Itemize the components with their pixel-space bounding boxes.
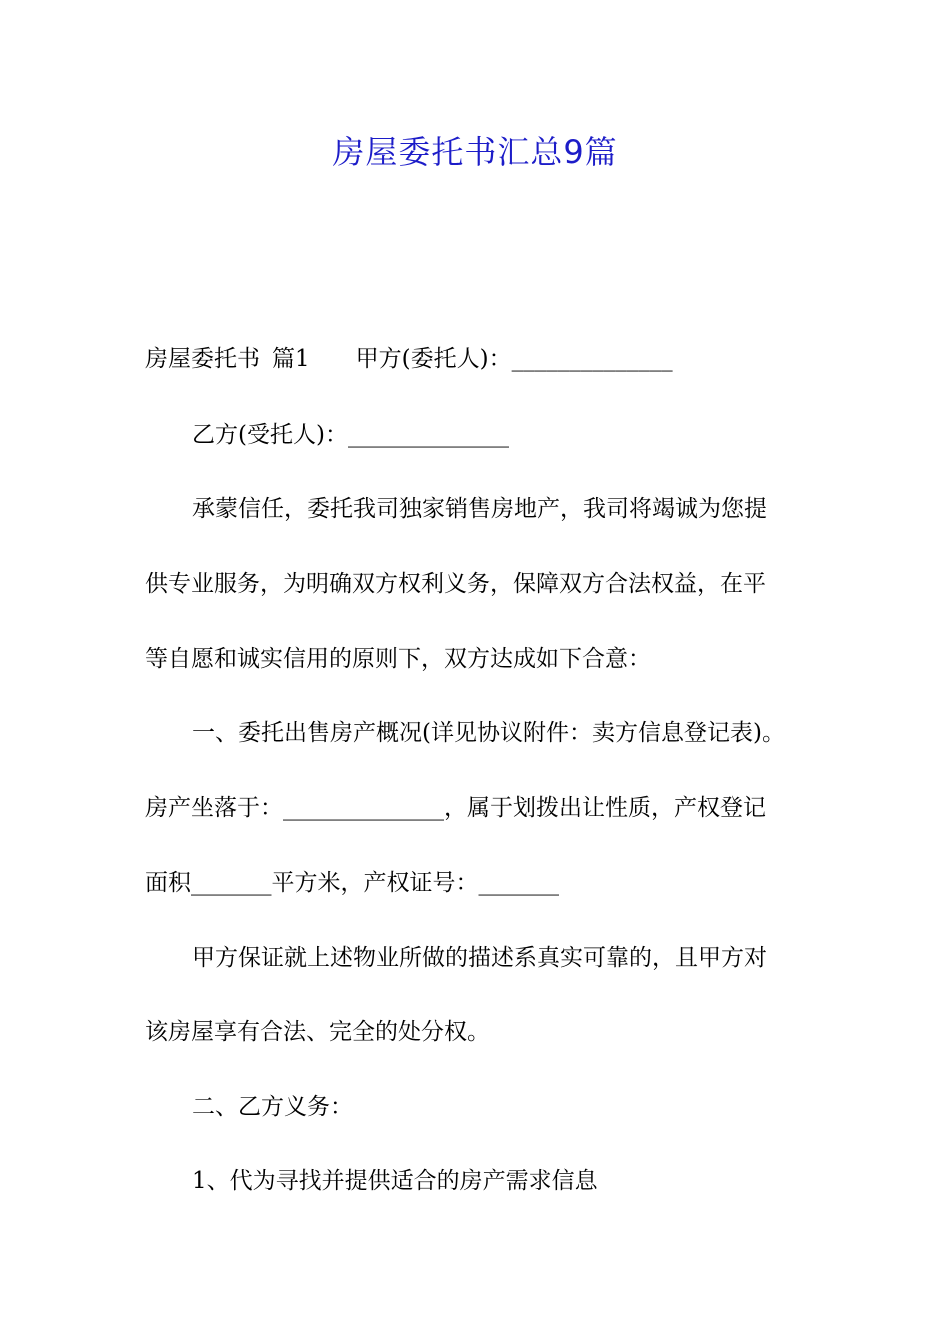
paragraph-line: 1、代为寻找并提供适合的房产需求信息 <box>192 1168 598 1194</box>
paragraph-line: 一、委托出售房产概况(详见协议附件：卖方信息登记表)。 <box>192 720 785 746</box>
paragraph-line: 面积_______平方米，产权证号：_______ <box>145 870 559 896</box>
paragraph-line: 乙方(受托人)：______________ <box>192 422 509 448</box>
section-number: 篇1 <box>272 346 310 372</box>
paragraph-line: 供专业服务，为明确双方权利义务，保障双方合法权益，在平 <box>145 571 766 597</box>
paragraph-line: 等自愿和诚实信用的原则下，双方达成如下合意： <box>145 646 651 672</box>
paragraph-line: 承蒙信任，委托我司独家销售房地产，我司将竭诚为您提 <box>192 496 767 522</box>
paragraph-line: 房产坐落于：______________，属于划拨出让性质，产权登记 <box>145 795 766 821</box>
document-title: 房屋委托书汇总9篇 <box>332 133 618 171</box>
paragraph-line <box>145 342 673 376</box>
paragraph-line: 甲方保证就上述物业所做的描述系真实可靠的，且甲方对 <box>192 945 767 971</box>
paragraph-line: 该房屋享有合法、完全的处分权。 <box>145 1019 490 1045</box>
section-heading: 房屋委托书 <box>145 346 260 372</box>
paragraph-line: 二、乙方义务： <box>192 1094 353 1120</box>
party-a-field: 甲方(委托人)：______________ <box>355 346 673 372</box>
